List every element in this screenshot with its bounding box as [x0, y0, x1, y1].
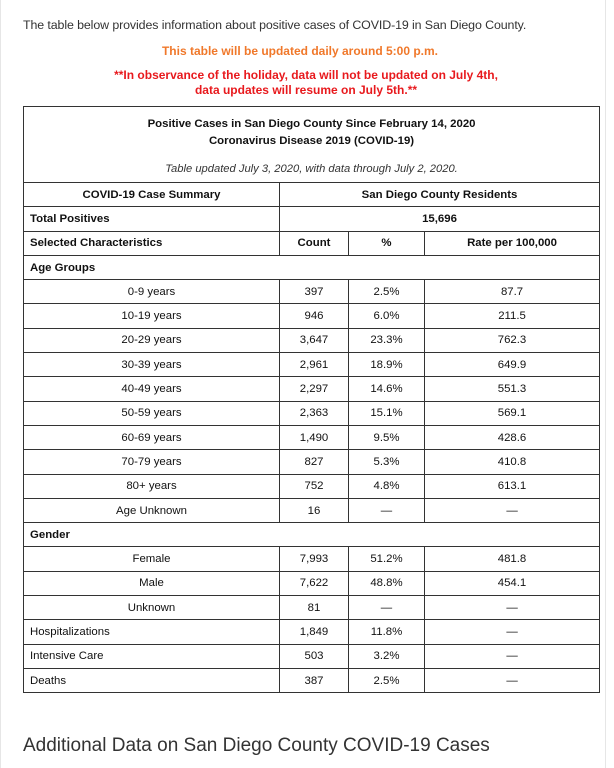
table-row — [24, 328, 600, 352]
table-row — [24, 450, 600, 474]
row-count: 1,490 — [280, 425, 349, 449]
row-count: 387 — [280, 668, 349, 692]
row-rate: 613.1 — [425, 474, 600, 498]
row-percent: 3.2% — [349, 644, 425, 668]
covid-case-table — [23, 106, 600, 693]
holiday-notice — [0, 68, 612, 98]
row-count: 16 — [280, 498, 349, 522]
characteristics-label: Selected Characteristics — [24, 231, 280, 255]
gender-section: Gender — [24, 523, 600, 547]
row-percent: 6.0% — [349, 304, 425, 328]
holiday-notice-line2: data updates will resume on July 5th.** — [194, 83, 418, 97]
table-row — [24, 207, 600, 231]
row-rate: 454.1 — [425, 571, 600, 595]
row-rate: 551.3 — [425, 377, 600, 401]
row-label: Unknown — [24, 596, 280, 620]
row-rate: — — [425, 596, 600, 620]
case-summary-header: COVID-19 Case Summary — [24, 183, 280, 207]
row-percent: 15.1% — [349, 401, 425, 425]
row-percent: 2.5% — [349, 668, 425, 692]
residents-header: San Diego County Residents — [280, 183, 600, 207]
table-updated-note: Table updated July 3, 2020, with data through July 2, 2020. — [165, 162, 458, 175]
row-count: 2,297 — [280, 377, 349, 401]
table-row — [24, 498, 600, 522]
row-label: Male — [24, 571, 280, 595]
row-count: 1,849 — [280, 620, 349, 644]
row-count: 81 — [280, 596, 349, 620]
row-label: 60-69 years — [24, 425, 280, 449]
table-row — [24, 255, 600, 279]
table-row — [24, 474, 600, 498]
table-title-line1: Positive Cases in San Diego County Since February 14, 2020 — [147, 117, 476, 130]
table-row — [24, 280, 600, 304]
table-row — [24, 353, 600, 377]
row-count: 397 — [280, 280, 349, 304]
row-percent: — — [349, 498, 425, 522]
row-rate: 481.8 — [425, 547, 600, 571]
age-groups-section: Age Groups — [24, 255, 600, 279]
row-label: Hospitalizations — [24, 620, 280, 644]
table-row — [24, 401, 600, 425]
row-rate: — — [425, 644, 600, 668]
row-count: 7,622 — [280, 571, 349, 595]
holiday-notice-line1: **In observance of the holiday, data will not be updated on July 4th, — [114, 68, 498, 82]
table-header — [24, 107, 600, 183]
update-notice: This table will be updated daily around 5:00 p.m. — [161, 44, 439, 58]
table-row — [24, 571, 600, 595]
table-row — [24, 644, 600, 668]
row-percent: 48.8% — [349, 571, 425, 595]
row-label: 30-39 years — [24, 353, 280, 377]
row-rate: — — [425, 498, 600, 522]
row-label: 80+ years — [24, 474, 280, 498]
rate-column-header: Rate per 100,000 — [425, 231, 600, 255]
row-percent: 18.9% — [349, 353, 425, 377]
row-count: 7,993 — [280, 547, 349, 571]
row-label: 50-59 years — [24, 401, 280, 425]
row-percent: 4.8% — [349, 474, 425, 498]
row-percent: 9.5% — [349, 425, 425, 449]
row-label: 0-9 years — [24, 280, 280, 304]
row-label: Female — [24, 547, 280, 571]
row-count: 2,363 — [280, 401, 349, 425]
row-label: 40-49 years — [24, 377, 280, 401]
table-header-row — [24, 107, 600, 183]
total-positives-value: 15,696 — [280, 207, 600, 231]
row-label: 70-79 years — [24, 450, 280, 474]
row-rate: — — [425, 620, 600, 644]
count-column-header: Count — [280, 231, 349, 255]
row-label: Intensive Care — [24, 644, 280, 668]
row-count: 946 — [280, 304, 349, 328]
intro-text: The table below provides information about positive cases of COVID-19 in San Diego County. — [23, 18, 527, 32]
row-label: Age Unknown — [24, 498, 280, 522]
row-percent: 2.5% — [349, 280, 425, 304]
table-row — [24, 668, 600, 692]
row-percent: 11.8% — [349, 620, 425, 644]
total-positives-label: Total Positives — [24, 207, 280, 231]
table-row — [24, 304, 600, 328]
row-rate: 211.5 — [425, 304, 600, 328]
row-rate: 428.6 — [425, 425, 600, 449]
row-count: 827 — [280, 450, 349, 474]
table-row — [24, 183, 600, 207]
additional-data-heading: Additional Data on San Diego County COVID-19 Cases — [23, 735, 490, 756]
row-percent: 51.2% — [349, 547, 425, 571]
row-percent: 23.3% — [349, 328, 425, 352]
table-row — [24, 523, 600, 547]
table-row — [24, 231, 600, 255]
row-label: 20-29 years — [24, 328, 280, 352]
row-rate: 410.8 — [425, 450, 600, 474]
row-percent: 5.3% — [349, 450, 425, 474]
row-rate: 649.9 — [425, 353, 600, 377]
row-count: 3,647 — [280, 328, 349, 352]
table-row — [24, 596, 600, 620]
percent-column-header: % — [349, 231, 425, 255]
table-title-line2: Coronavirus Disease 2019 (COVID-19) — [208, 134, 415, 147]
row-count: 2,961 — [280, 353, 349, 377]
row-count: 752 — [280, 474, 349, 498]
table-row — [24, 620, 600, 644]
row-label: Deaths — [24, 668, 280, 692]
table-row — [24, 547, 600, 571]
row-label: 10-19 years — [24, 304, 280, 328]
row-rate: — — [425, 668, 600, 692]
row-percent: — — [349, 596, 425, 620]
row-count: 503 — [280, 644, 349, 668]
row-rate: 87.7 — [425, 280, 600, 304]
row-rate: 762.3 — [425, 328, 600, 352]
table-row — [24, 377, 600, 401]
row-rate: 569.1 — [425, 401, 600, 425]
table-row — [24, 425, 600, 449]
row-percent: 14.6% — [349, 377, 425, 401]
